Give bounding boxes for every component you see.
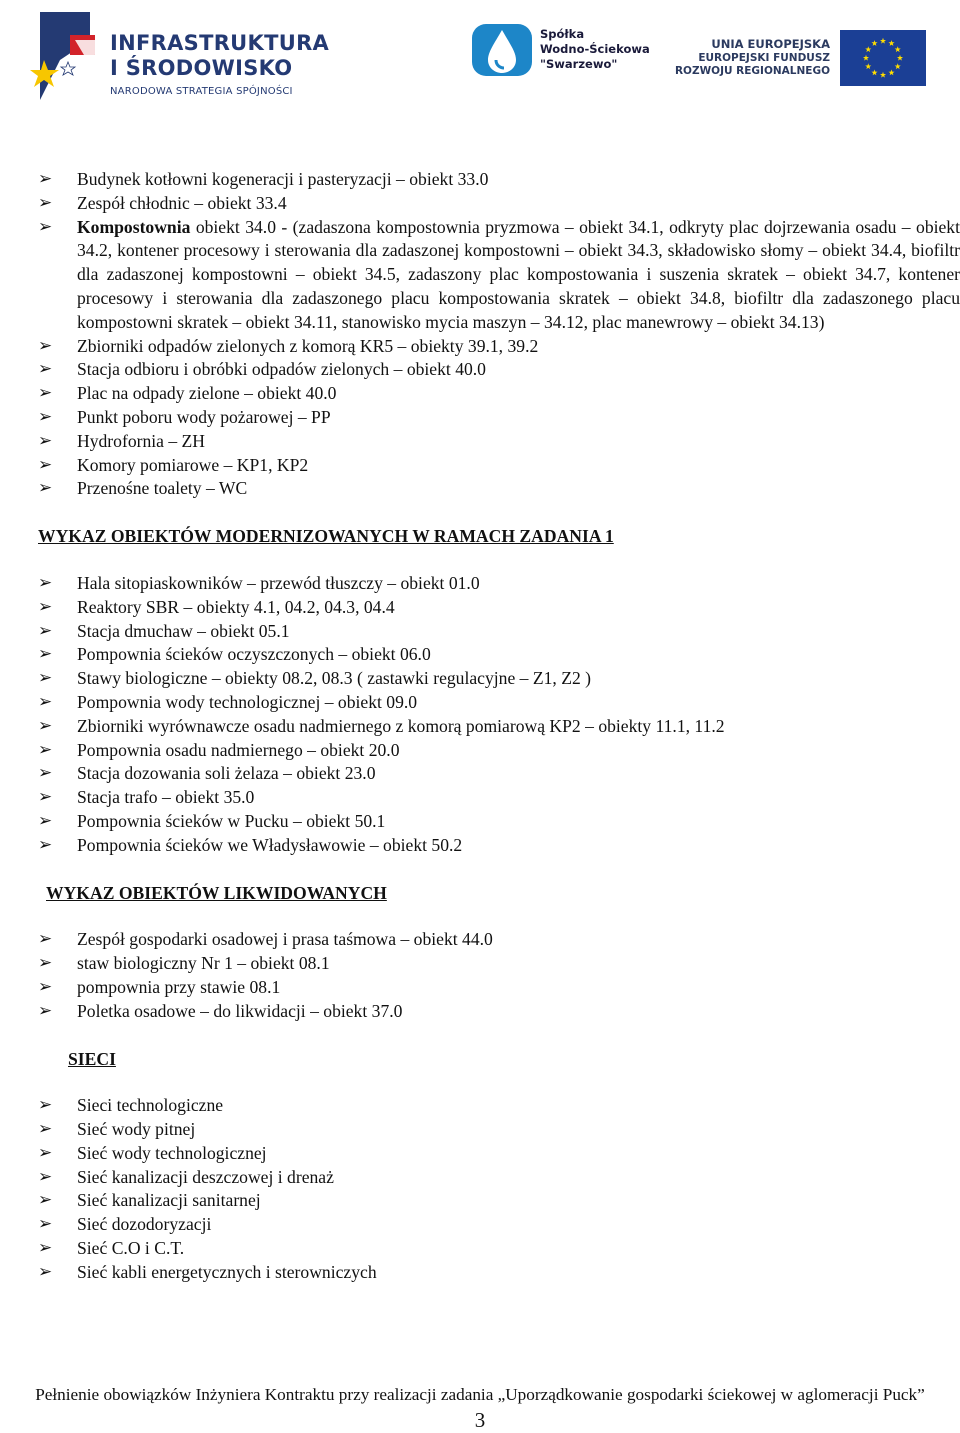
list-item: ➢ Hala sitopiaskowników – przewód tłuszczy – obiekt 01.0	[38, 572, 960, 596]
infrastruktura-srodowisko-logo	[30, 10, 330, 102]
list-item-text: Plac na odpady zielone – obiekt 40.0	[77, 383, 337, 404]
list-item-text: Zbiorniki odpadów zielonych z komorą KR5 – obiekty 39.1, 39.2	[77, 335, 539, 356]
list-item: ➢ Sieć kanalizacji sanitarnej	[38, 1189, 960, 1213]
list-item: ➢ Sieć dozodoryzacji	[38, 1213, 960, 1237]
list-item: ➢ Pompownia ścieków we Władysławowie – obiekt 50.2	[38, 834, 960, 858]
water-drop-icon	[470, 22, 534, 78]
list-item: ➢ pompownia przy stawie 08.1	[38, 976, 960, 1000]
eu-flag-icon	[840, 30, 926, 86]
list-item: ➢ Sieć wody pitnej	[38, 1118, 960, 1142]
heading-modernized: WYKAZ OBIEKTÓW MODERNIZOWANYCH W RAMACH ZADANIA 1	[38, 526, 614, 547]
list-item: ➢ Reaktory SBR – obiekty 4.1, 04.2, 04.3, 04.4	[38, 596, 960, 620]
networks-list	[38, 1094, 960, 1284]
list-item: ➢ Pompownia ścieków w Pucku – obiekt 50.1	[38, 810, 960, 834]
new-objects-list	[38, 168, 960, 501]
list-item: ➢ Poletka osadowe – do likwidacji – obiekt 37.0	[38, 1000, 960, 1024]
logo-sw-line2: Wodno-Ściekowa	[540, 42, 650, 56]
list-item: ➢ Stawy biologiczne – obiekty 08.2, 08.3 ( zastawki regulacyjne – Z1, Z2 )	[38, 667, 960, 691]
list-item: ➢ Sieci technologiczne	[38, 1094, 960, 1118]
list-item	[38, 216, 960, 335]
list-item-text: Hydrofornia – ZH	[77, 430, 206, 451]
list-item-text: Przenośne toalety – WC	[77, 478, 248, 499]
infrastruktura-emblem-icon	[30, 10, 110, 102]
list-item: ➢ staw biologiczny Nr 1 – obiekt 08.1	[38, 952, 960, 976]
logo-eu-line2: EUROPEJSKI FUNDUSZ	[698, 52, 830, 64]
list-item: ➢ Sieć kabli energetycznych i sterowniczych	[38, 1261, 960, 1285]
list-item	[38, 358, 960, 382]
list-item: ➢ Sieć kanalizacji deszczowej i drenaż	[38, 1166, 960, 1190]
list-item-bold-label: Kompostownia	[77, 216, 191, 237]
logo-sw-line1: Spółka	[540, 27, 585, 41]
list-item: ➢ Zbiorniki wyrównawcze osadu nadmiernego z komorą pomiarową KP2 – obiekty 11.1, 11.2	[38, 715, 960, 739]
list-item	[38, 454, 960, 478]
modernized-objects-list	[38, 572, 960, 858]
list-item	[38, 430, 960, 454]
heading-networks: SIECI	[68, 1048, 116, 1069]
list-item: ➢ Sieć C.O i C.T.	[38, 1237, 960, 1261]
list-item	[38, 192, 960, 216]
list-item	[38, 406, 960, 430]
list-item	[38, 382, 960, 406]
list-item: ➢ Pompownia ścieków oczyszczonych – obiekt 06.0	[38, 643, 960, 667]
logo-eu-line3: ROZWOJU REGIONALNEGO	[674, 65, 830, 77]
list-item: ➢ Stacja trafo – obiekt 35.0	[38, 786, 960, 810]
list-item-text: Punkt poboru wody pożarowej – PP	[77, 406, 331, 427]
page-number: 3	[474, 1408, 486, 1432]
list-item	[38, 168, 960, 192]
heading-liquidated: WYKAZ OBIEKTÓW LIKWIDOWANYCH	[46, 882, 387, 903]
list-item-text: obiekt 34.0 - (zadaszona kompostownia pryzmowa – obiekt 34.1, odkryty plac dojrzewania osadu – obiekt 34.2, kontener procesowy i sterowania dla zadaszonej kompostowni – obiekt 34.3, składowisko słomy – obiekt 34.4, biofiltr dla zadaszonej kompostowni – obiekt 34.5, zadaszony plac kompostowania i suszenia skratek – obiekt 34.7, kontener procesowy i sterowania dla zadaszonego placu kompostowania skratek – obiekt 34.8, biofiltr dla zadaszonego placu kompostowni skratek – obiekt 34.11, stanowisko mycia maszyn – 34.12, plac manewrowy – obiekt 34.13)	[77, 216, 960, 332]
list-item: ➢ Sieć wody technologicznej	[38, 1142, 960, 1166]
list-item: ➢ Zespół gospodarki osadowej i prasa taśmowa – obiekt 44.0	[38, 928, 960, 952]
liquidated-objects-list	[38, 928, 960, 1023]
logo-sw-line3: "Swarzewo"	[540, 57, 618, 71]
list-item-text: Komory pomiarowe – KP1, KP2	[77, 454, 309, 475]
list-item: ➢ Pompownia osadu nadmiernego – obiekt 20.0	[38, 739, 960, 763]
list-item: ➢ Stacja dozowania soli żelaza – obiekt 23.0	[38, 762, 960, 786]
logo-is-line1: INFRASTRUKTURA	[110, 31, 330, 55]
logo-is-line3: NARODOWA STRATEGIA SPÓJNOŚCI	[110, 86, 293, 97]
page-header	[0, 0, 960, 110]
document-body	[38, 168, 960, 1285]
logo-is-line2: I ŚRODOWISKO	[110, 56, 293, 80]
page-footer: Pełnienie obowiązków Inżyniera Kontraktu przy realizacji zadania „Uporządkowanie gospodarki ściekowej w aglomeracji Puck”	[35, 1385, 925, 1404]
spolka-wodno-sciekowa-logo	[470, 22, 655, 78]
logo-eu-line1: UNIA EUROPEJSKA	[711, 37, 830, 51]
list-item	[38, 335, 960, 359]
list-item: ➢ Pompownia wody technologicznej – obiekt 09.0	[38, 691, 960, 715]
list-item-text: Budynek kotłowni kogeneracji i pasteryzacji – obiekt 33.0	[77, 169, 489, 189]
list-item: ➢ Stacja dmuchaw – obiekt 05.1	[38, 620, 960, 644]
list-item	[38, 477, 960, 501]
list-item-text: Zespół chłodnic – obiekt 33.4	[77, 192, 287, 213]
list-item-text: Stacja odbioru i obróbki odpadów zielonych – obiekt 40.0	[77, 359, 486, 380]
unia-europejska-logo	[674, 30, 930, 86]
